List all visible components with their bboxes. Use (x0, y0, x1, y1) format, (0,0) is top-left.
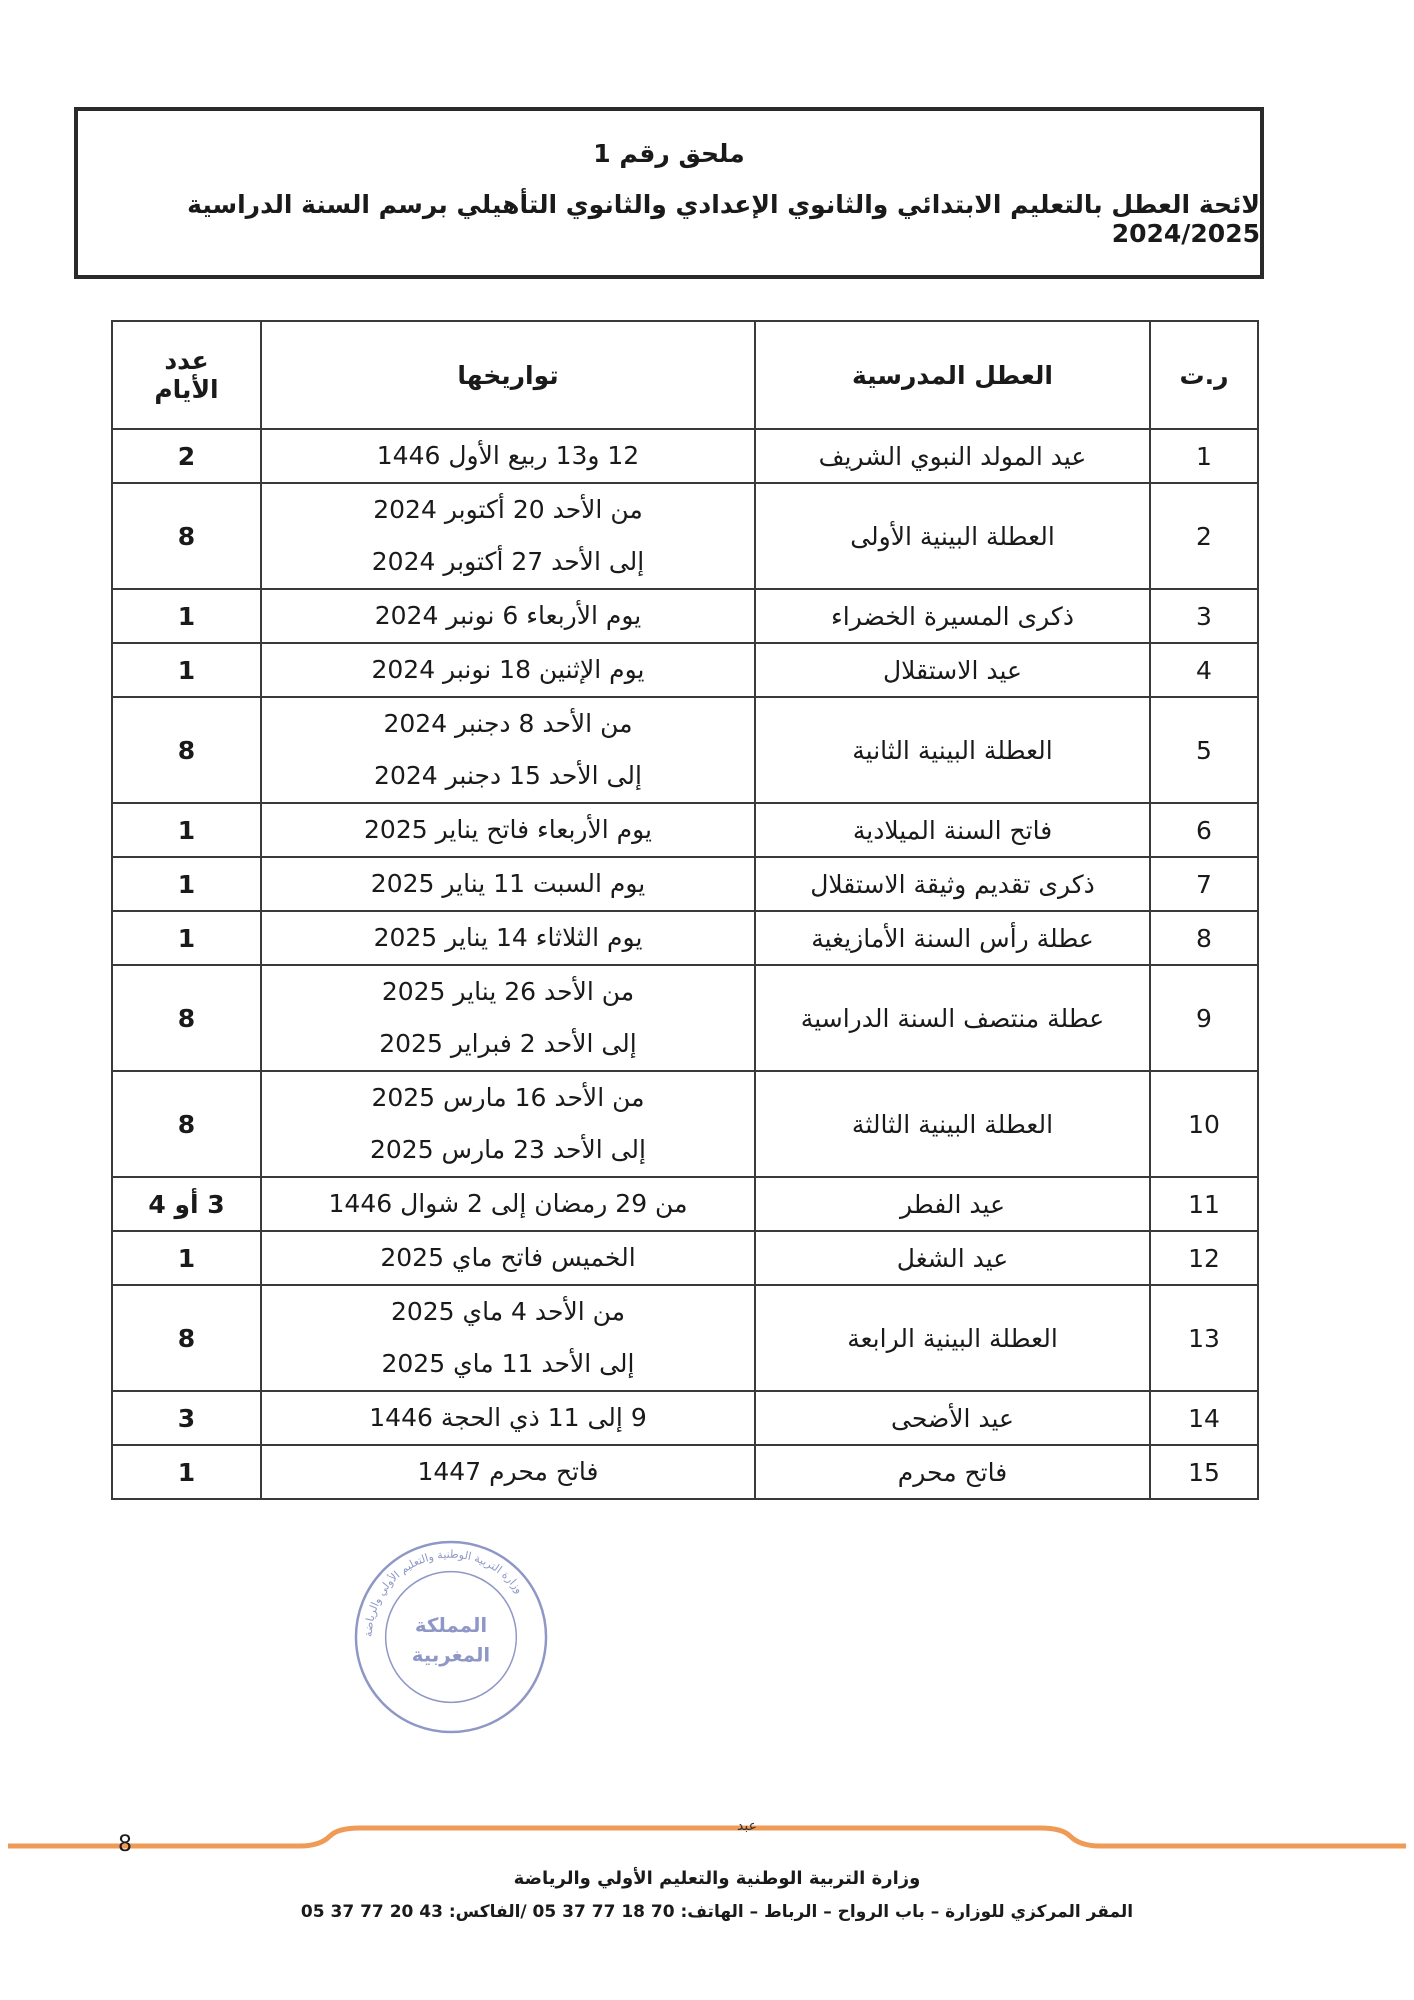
column-header-dates: تواريخها (261, 321, 755, 429)
table-row (112, 911, 1258, 965)
days-count: 8 (112, 965, 261, 1071)
date-line: من الأحد 20 أكتوبر 2024 (373, 495, 643, 524)
holiday-dates (261, 857, 755, 911)
days-count: 8 (112, 483, 261, 589)
row-number: 10 (1150, 1071, 1258, 1177)
table-row (112, 483, 1258, 589)
holiday-name: العطلة البينية الثالثة (755, 1071, 1150, 1177)
footer-decorative-curve (0, 1820, 1414, 1870)
days-count: 1 (112, 589, 261, 643)
date-line: من الأحد 26 يناير 2025 (381, 977, 635, 1006)
holiday-name: عيد الأضحى (755, 1391, 1150, 1445)
date-line: من الأحد 8 دجنبر 2024 (383, 709, 633, 738)
annex-title: ملحق رقم 1 (593, 138, 745, 168)
holiday-dates (261, 1391, 755, 1445)
holiday-dates (261, 643, 755, 697)
holiday-name: فاتح محرم (755, 1445, 1150, 1499)
holiday-name: عيد الفطر (755, 1177, 1150, 1231)
row-number: 11 (1150, 1177, 1258, 1231)
days-count: 3 أو 4 (112, 1177, 261, 1231)
row-number: 7 (1150, 857, 1258, 911)
holiday-name: عطلة رأس السنة الأمازيغية (755, 911, 1150, 965)
holiday-name: عيد الشغل (755, 1231, 1150, 1285)
stamp-center-line-1: المملكة (414, 1614, 488, 1638)
table-row (112, 1177, 1258, 1231)
holiday-dates (261, 1445, 755, 1499)
holiday-name: العطلة البينية الأولى (755, 483, 1150, 589)
holiday-dates (261, 1177, 755, 1231)
signature-initial: عبد (737, 1818, 757, 1834)
days-count: 1 (112, 1231, 261, 1285)
holiday-dates (261, 1231, 755, 1285)
row-number: 15 (1150, 1445, 1258, 1499)
annex-header-box (74, 107, 1264, 279)
stamp-center-line-2: المغربية (411, 1643, 491, 1667)
holiday-dates (261, 589, 755, 643)
holiday-name: عيد الاستقلال (755, 643, 1150, 697)
row-number: 6 (1150, 803, 1258, 857)
days-count: 1 (112, 1445, 261, 1499)
page-number: 8 (118, 1832, 132, 1857)
holiday-name: ذكرى المسيرة الخضراء (755, 589, 1150, 643)
days-count: 8 (112, 1071, 261, 1177)
date-line: من الأحد 16 مارس 2025 (371, 1083, 645, 1112)
date-line: إلى الأحد 15 دجنبر 2024 (374, 761, 642, 790)
days-count: 1 (112, 857, 261, 911)
date-line: إلى الأحد 27 أكتوبر 2024 (371, 547, 645, 576)
date-line: 9 إلى 11 ذي الحجة 1446 (369, 1403, 647, 1432)
date-line: من الأحد 4 ماي 2025 (390, 1297, 626, 1326)
row-number: 8 (1150, 911, 1258, 965)
table-row (112, 589, 1258, 643)
table-row (112, 965, 1258, 1071)
holiday-dates (261, 1285, 755, 1391)
row-number: 5 (1150, 697, 1258, 803)
holiday-dates (261, 911, 755, 965)
holiday-dates (261, 1071, 755, 1177)
table-row (112, 429, 1258, 483)
stamp-ring-text: وزارة التربية الوطنية والتعليم الأولي والرياضة (361, 1547, 526, 1638)
footer-address: المقر المركزي للوزارة – باب الرواح – الرباط – الهاتف: 70 18 77 37 05 /الفاكس: 43 20 77 37 05 (300, 1902, 1134, 1922)
holiday-name: عطلة منتصف السنة الدراسية (755, 965, 1150, 1071)
date-line: إلى الأحد 2 فبراير 2025 (379, 1029, 637, 1058)
holidays-table (111, 320, 1259, 1500)
table-row (112, 697, 1258, 803)
table-body (112, 429, 1258, 1499)
row-number: 13 (1150, 1285, 1258, 1391)
date-line: يوم الإثنين 18 نونبر 2024 (371, 655, 645, 684)
row-number: 2 (1150, 483, 1258, 589)
column-header-number: ر.ت (1150, 321, 1258, 429)
row-number: 9 (1150, 965, 1258, 1071)
days-count: 3 (112, 1391, 261, 1445)
row-number: 3 (1150, 589, 1258, 643)
table-row (112, 1071, 1258, 1177)
date-line: يوم الثلاثاء 14 يناير 2025 (373, 923, 643, 952)
official-stamp (352, 1538, 550, 1736)
holiday-dates (261, 483, 755, 589)
date-line: فاتح محرم 1447 (417, 1457, 599, 1486)
date-line: يوم الأربعاء 6 نونبر 2024 (374, 601, 642, 630)
row-number: 1 (1150, 429, 1258, 483)
days-count: 1 (112, 803, 261, 857)
holiday-name: ذكرى تقديم وثيقة الاستقلال (755, 857, 1150, 911)
days-count: 1 (112, 643, 261, 697)
column-header-holiday: العطل المدرسية (755, 321, 1150, 429)
table-row (112, 1445, 1258, 1499)
row-number: 14 (1150, 1391, 1258, 1445)
holiday-name: فاتح السنة الميلادية (755, 803, 1150, 857)
holiday-name: العطلة البينية الرابعة (755, 1285, 1150, 1391)
date-line: 12 و13 ربيع الأول 1446 (376, 441, 640, 470)
date-line: يوم السبت 11 يناير 2025 (370, 869, 646, 898)
days-count: 8 (112, 1285, 261, 1391)
table-row (112, 857, 1258, 911)
holiday-dates (261, 429, 755, 483)
date-line: يوم الأربعاء فاتح يناير 2025 (364, 815, 652, 844)
date-line: الخميس فاتح ماي 2025 (380, 1243, 636, 1272)
date-line: إلى الأحد 11 ماي 2025 (381, 1349, 635, 1378)
date-line: من 29 رمضان إلى 2 شوال 1446 (328, 1189, 688, 1218)
date-line: إلى الأحد 23 مارس 2025 (369, 1135, 646, 1164)
annex-subtitle: لائحة العطل بالتعليم الابتدائي والثانوي الإعدادي والثانوي التأهيلي برسم السنة الدراسية 2024/2025 (187, 189, 1260, 248)
holiday-dates (261, 697, 755, 803)
table-row (112, 643, 1258, 697)
holiday-name: عيد المولد النبوي الشريف (755, 429, 1150, 483)
table-row (112, 1285, 1258, 1391)
days-count: 8 (112, 697, 261, 803)
days-count: 1 (112, 911, 261, 965)
table-header-row (112, 321, 1258, 429)
row-number: 4 (1150, 643, 1258, 697)
table-row (112, 1231, 1258, 1285)
days-count: 2 (112, 429, 261, 483)
holiday-name: العطلة البينية الثانية (755, 697, 1150, 803)
holiday-dates (261, 803, 755, 857)
row-number: 12 (1150, 1231, 1258, 1285)
column-header-days: عدد الأيام (112, 321, 261, 429)
table-row (112, 1391, 1258, 1445)
holiday-dates (261, 965, 755, 1071)
table-row (112, 803, 1258, 857)
footer-ministry-name: وزارة التربية الوطنية والتعليم الأولي والرياضة (513, 1868, 921, 1889)
